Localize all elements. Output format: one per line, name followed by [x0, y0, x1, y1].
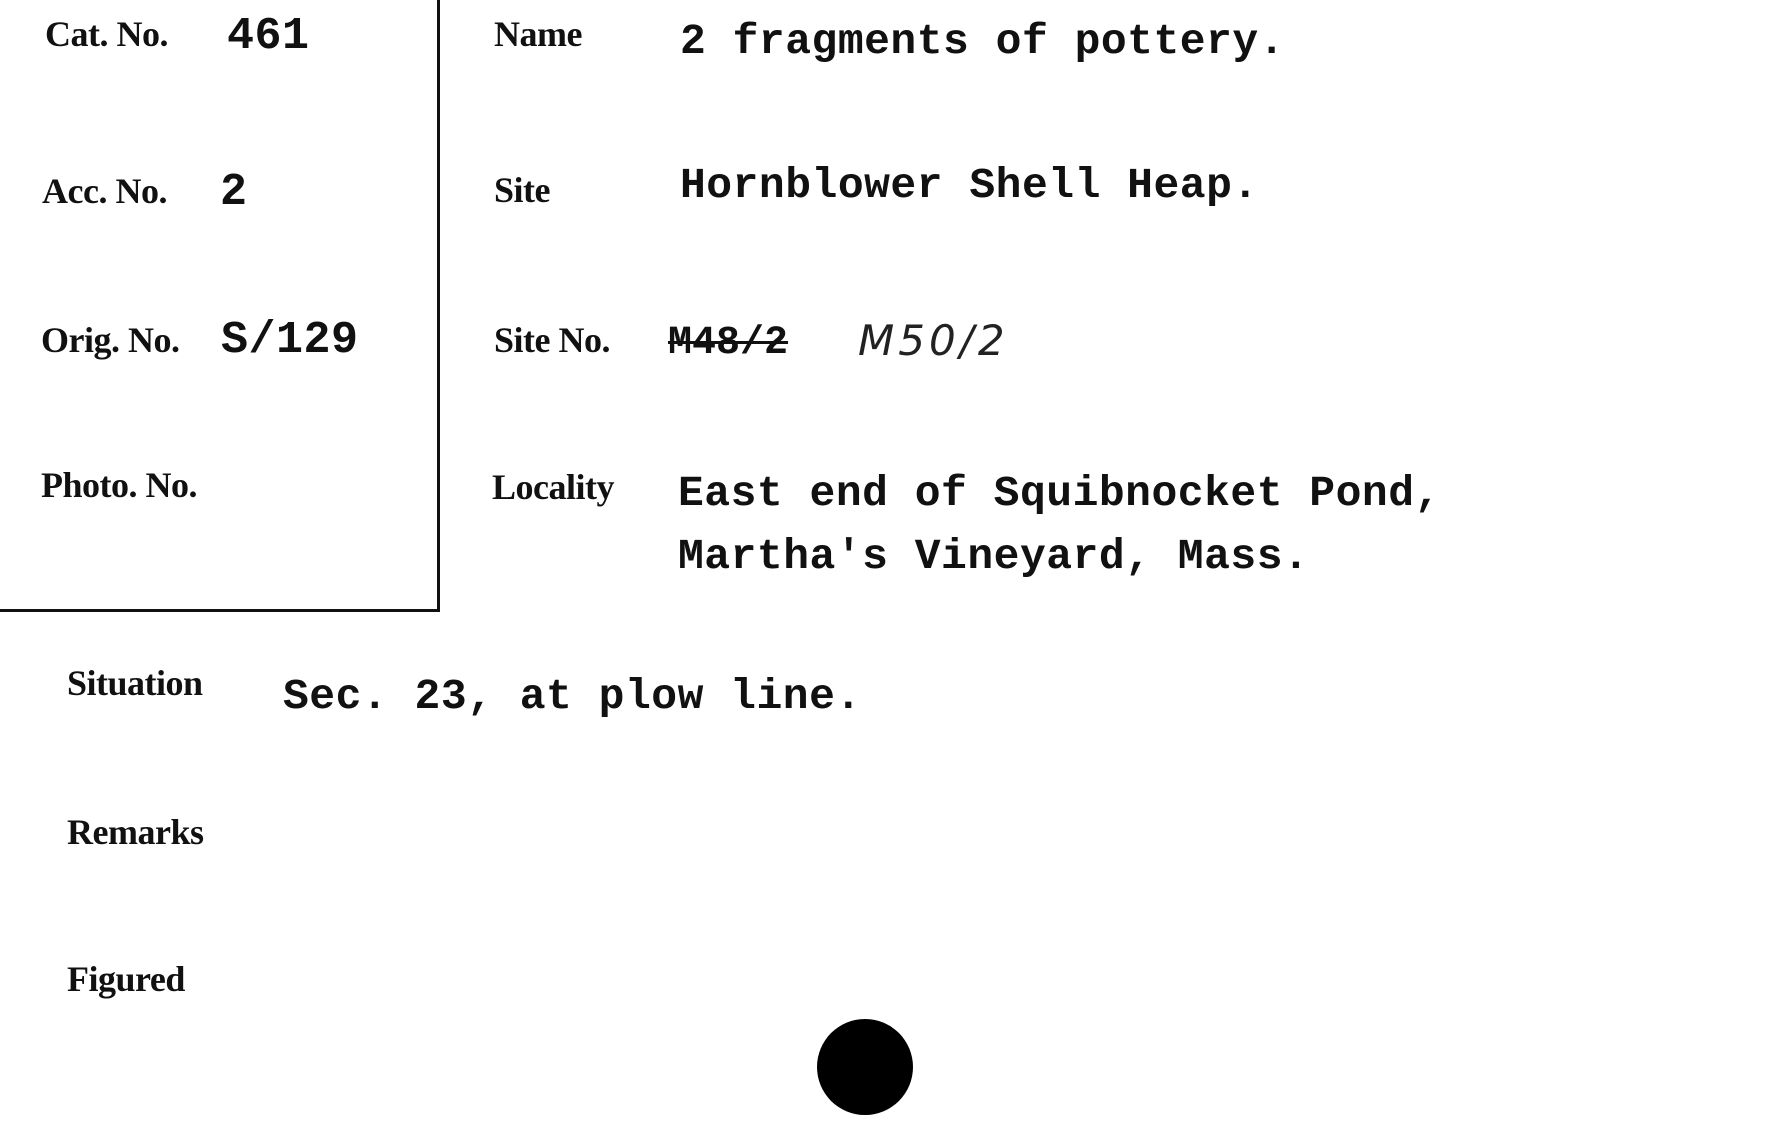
- photo-no-label: Photo. No.: [41, 465, 197, 505]
- locality-line-1: East end of Squibnocket Pond,: [678, 469, 1441, 518]
- cat-no-label: Cat. No.: [45, 14, 168, 54]
- locality-value: [678, 462, 1441, 588]
- orig-no-label: Orig. No.: [41, 320, 180, 360]
- locality-line-2: Martha's Vineyard, Mass.: [678, 532, 1310, 581]
- site-no-handwritten-value: M50/2: [858, 316, 1009, 365]
- name-label: Name: [494, 14, 582, 54]
- site-no-struck-value: M48/2: [668, 321, 789, 366]
- locality-label: Locality: [492, 467, 614, 507]
- orig-no-value: S/129: [221, 315, 359, 366]
- site-no-label: Site No.: [494, 320, 610, 360]
- situation-label: Situation: [67, 663, 203, 703]
- acc-no-value: 2: [220, 167, 248, 218]
- situation-value: Sec. 23, at plow line.: [283, 672, 862, 721]
- punch-hole: [817, 1019, 913, 1115]
- box-border-bottom: [0, 609, 440, 612]
- box-border-right: [437, 0, 440, 612]
- acc-no-label: Acc. No.: [42, 171, 167, 211]
- name-value: 2 fragments of pottery.: [680, 17, 1285, 66]
- site-value: Hornblower Shell Heap.: [680, 161, 1259, 210]
- remarks-label: Remarks: [67, 812, 204, 852]
- site-label: Site: [494, 170, 550, 210]
- figured-label: Figured: [67, 959, 185, 999]
- cat-no-value: 461: [227, 11, 310, 62]
